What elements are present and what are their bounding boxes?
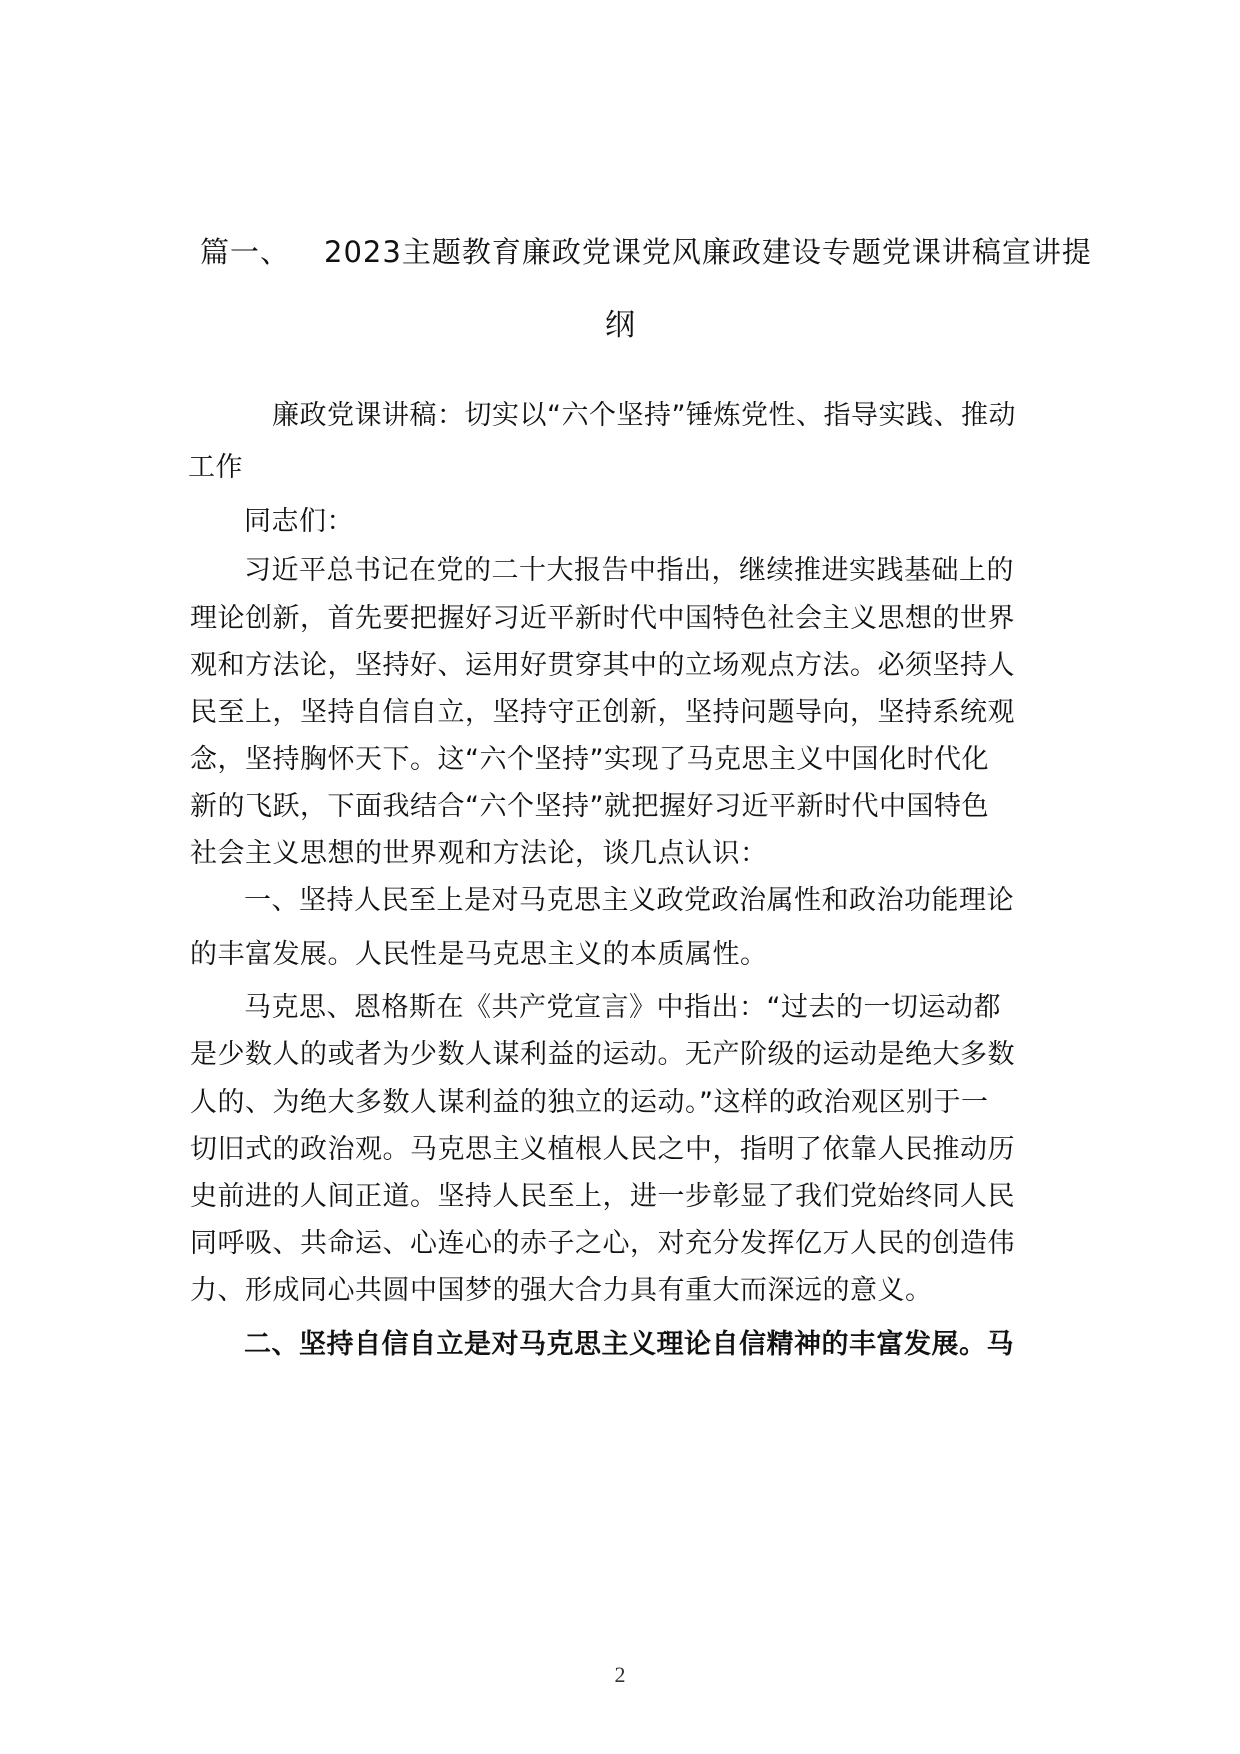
salutation: 同志们： bbox=[244, 506, 354, 537]
paragraph-line: 新的飞跃，下面我结合“六个坚持”就把握好习近平新时代中国特色 bbox=[190, 791, 989, 822]
section-heading-line: 的丰富发展。人民性是马克思主义的本质属性。 bbox=[190, 939, 768, 970]
title-prefix: 篇一、 bbox=[200, 235, 291, 269]
paragraph-line: 马克思、恩格斯在《共产党宣言》中指出：“过去的一切运动都 bbox=[244, 992, 1001, 1023]
paragraph-line: 观和方法论，坚持好、运用好贯穿其中的立场观点方法。必须坚持人 bbox=[190, 650, 1015, 681]
document-title-line-1 bbox=[200, 232, 1092, 272]
paragraph-line: 社会主义思想的世界观和方法论，谈几点认识： bbox=[190, 838, 768, 869]
paragraph-line: 同呼吸、共命运、心连心的赤子之心，对充分发挥亿万人民的创造伟 bbox=[190, 1228, 1015, 1259]
paragraph-line: 史前进的人间正道。坚持人民至上，进一步彰显了我们党始终同人民 bbox=[190, 1181, 1015, 1212]
paragraph-line: 理论创新，首先要把握好习近平新时代中国特色社会主义思想的世界 bbox=[190, 603, 1015, 634]
paragraph-line: 习近平总书记在党的二十大报告中指出，继续推进实践基础上的 bbox=[244, 555, 1014, 586]
paragraph-line: 切旧式的政治观。马克思主义植根人民之中，指明了依靠人民推动历 bbox=[190, 1134, 1015, 1165]
paragraph-line: 民至上，坚持自信自立，坚持守正创新，坚持问题导向，坚持系统观 bbox=[190, 697, 1015, 728]
page-number: 2 bbox=[614, 1662, 626, 1687]
section-heading-bold: 二、坚持自信自立是对马克思主义理论自信精神的丰富发展。马 bbox=[244, 1329, 1014, 1360]
document-title-line-2: 纲 bbox=[605, 308, 635, 343]
paragraph-line: 人的、为绝大多数人谋利益的独立的运动。”这样的政治观区别于一 bbox=[190, 1087, 989, 1118]
paragraph-line: 力、形成同心共圆中国梦的强大合力具有重大而深远的意义。 bbox=[190, 1275, 933, 1306]
paragraph-line: 念，坚持胸怀天下。这“六个坚持”实现了马克思主义中国化时代化 bbox=[190, 744, 989, 775]
paragraph-line: 是少数人的或者为少数人谋利益的运动。无产阶级的运动是绝大多数 bbox=[190, 1039, 1015, 1070]
subtitle-line: 廉政党课讲稿：切实以“六个坚持”锤炼党性、指导实践、推动 bbox=[272, 400, 1016, 431]
subtitle-line: 工作 bbox=[188, 452, 243, 483]
section-heading-line: 一、坚持人民至上是对马克思主义政党政治属性和政治功能理论 bbox=[244, 885, 1014, 916]
title-text: 2023主题教育廉政党课党风廉政建设专题党课讲稿宣讲提 bbox=[324, 235, 1092, 269]
